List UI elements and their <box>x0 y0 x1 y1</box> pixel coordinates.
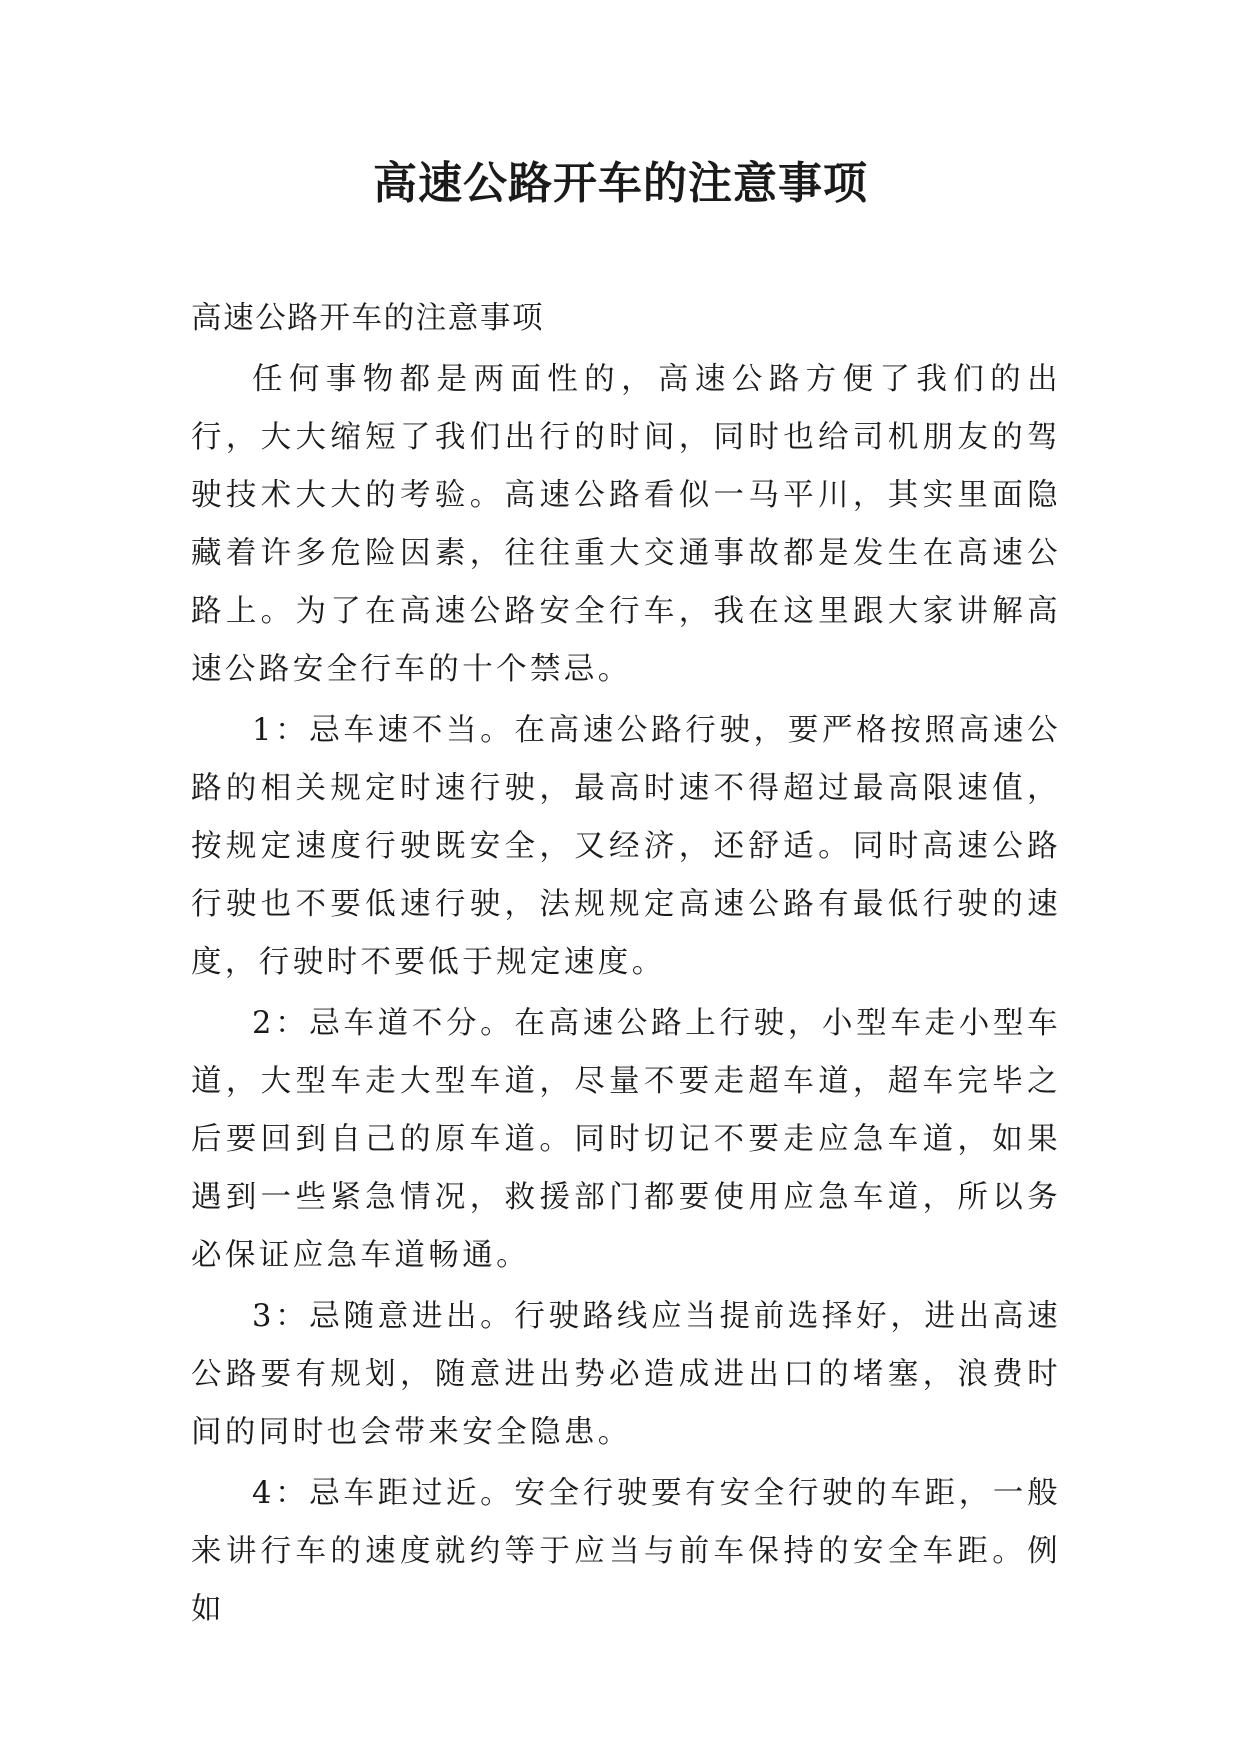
document-title: 高速公路开车的注意事项 <box>373 158 868 209</box>
paragraph-intro: 任何事物都是两面性的，高速公路方便了我们的出行，大大缩短了我们出行的时间，同时也给司机朋友的驾驶技术大大的考验。高速公路看似一马平川，其实里面隐藏着许多危险因素，往往重大交通事故都是发生在高速公路上。为了在高速公路安全行车，我在这里跟大家讲解高速公路安全行车的十个禁忌。 <box>191 362 1061 687</box>
paragraph-rule-4: 4：忌车距过近。安全行驶要有安全行驶的车距，一般来讲行车的速度就约等于应当与前车保持的安全车距。例如 <box>191 1476 1061 1627</box>
document-body <box>191 290 1061 1642</box>
paragraph-rule-2: 2：忌车道不分。在高速公路上行驶，小型车走小型车道，大型车走大型车道，尽量不要走超车道，超车完毕之后要回到自己的原车道。同时切记不要走应急车道，如果遇到一些紧急情况，救援部门都要使用应急车道，所以务必保证应急车道畅通。 <box>191 1006 1061 1273</box>
paragraph-rule-3: 3：忌随意进出。行驶路线应当提前选择好，进出高速公路要有规划，随意进出势必造成进出口的堵塞，浪费时间的同时也会带来安全隐患。 <box>191 1299 1061 1450</box>
document-subtitle: 高速公路开车的注意事项 <box>191 301 545 336</box>
paragraph-rule-1: 1：忌车速不当。在高速公路行驶，要严格按照高速公路的相关规定时速行驶，最高时速不得超过最高限速值，按规定速度行驶既安全，又经济，还舒适。同时高速公路行驶也不要低速行驶，法规规定高速公路有最低行驶的速度，行驶时不要低于规定速度。 <box>191 713 1061 980</box>
